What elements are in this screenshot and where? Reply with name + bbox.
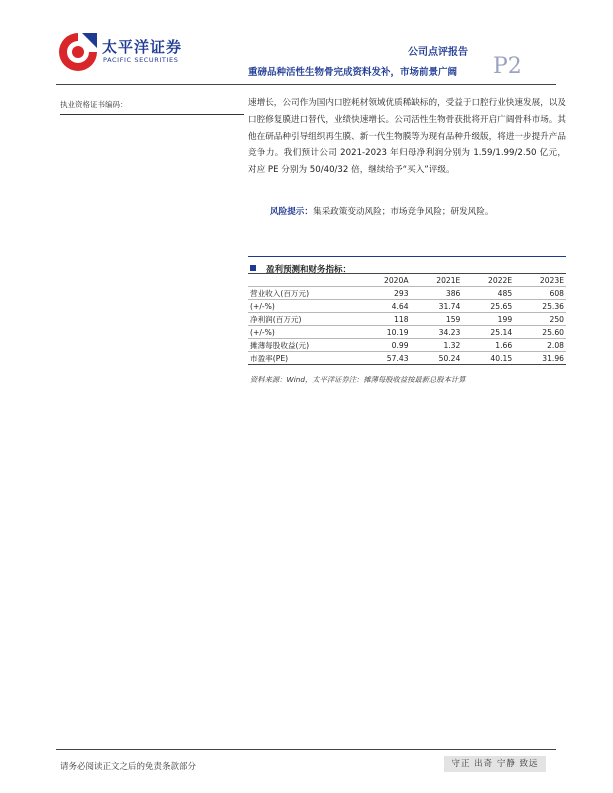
square-bullet-icon <box>250 265 256 271</box>
table-row <box>248 287 566 300</box>
table-row <box>248 313 566 326</box>
table-cell: 25.36 <box>514 300 566 313</box>
report-type: 公司点评报告 <box>408 47 468 58</box>
table-cell: 0.99 <box>358 339 411 352</box>
table-cell: 250 <box>514 313 566 326</box>
company-logo <box>56 30 216 80</box>
table-cell: 25.14 <box>462 326 514 339</box>
table-source-note: 资料来源：Wind，太平洋证券注：摊薄每股收益按最新总股本计算 <box>250 375 466 384</box>
table-cell: 485 <box>462 287 514 300</box>
row-label: 营业收入(百万元) <box>248 287 358 300</box>
table-cell: 31.96 <box>514 352 566 365</box>
table-divider <box>248 256 566 257</box>
logo-english-text: PACIFIC SECURITIES <box>103 56 179 64</box>
table-title-text: 盈利预测和财务指标： <box>266 265 352 275</box>
table-cell: 10.19 <box>358 326 411 339</box>
table-row <box>248 300 566 313</box>
table-cell: 199 <box>462 313 514 326</box>
report-subtitle: 重磅品种活性生物骨完成资料发补，市场前景广阔 <box>248 67 458 78</box>
footer-disclaimer: 请务必阅读正文之后的免责条款部分 <box>60 762 197 772</box>
table-cell: 40.15 <box>462 352 514 365</box>
pacific-securities-logo-icon <box>56 30 100 74</box>
table-row <box>248 352 566 365</box>
table-cell: 2.08 <box>514 339 566 352</box>
table-cell: 1.66 <box>462 339 514 352</box>
row-label: 市盈率(PE) <box>248 352 358 365</box>
table-cell: 159 <box>411 313 463 326</box>
table-cell: 4.64 <box>358 300 411 313</box>
license-label: 执业资格证书编码： <box>60 99 244 115</box>
table-row <box>248 339 566 352</box>
table-cell: 25.65 <box>462 300 514 313</box>
row-label: 净利润(百万元) <box>248 313 358 326</box>
risk-text: 集采政策变动风险；市场竞争风险；研发风险。 <box>312 207 494 217</box>
table-cell: 34.23 <box>411 326 463 339</box>
table-header-cell: 2022E <box>462 274 514 287</box>
row-label: (+/-%) <box>248 300 358 313</box>
footer-motto: 守正 出奇 宁静 致远 <box>444 756 546 772</box>
table-cell: 50.24 <box>411 352 463 365</box>
table-cell: 31.74 <box>411 300 463 313</box>
table-cell: 118 <box>358 313 411 326</box>
footer-divider <box>56 749 556 750</box>
risk-label: 风险提示： <box>270 207 313 217</box>
table-cell: 293 <box>358 287 411 300</box>
table-cell: 25.60 <box>514 326 566 339</box>
row-label: (+/-%) <box>248 326 358 339</box>
table-header-row <box>248 274 566 287</box>
table-cell: 1.32 <box>411 339 463 352</box>
logo-chinese-text: 太平洋证券 <box>102 38 183 56</box>
row-label: 摊薄每股收益(元) <box>248 339 358 352</box>
table-cell: 386 <box>411 287 463 300</box>
financial-forecast-table <box>248 273 566 365</box>
table-cell: 608 <box>514 287 566 300</box>
table-row <box>248 326 566 339</box>
table-header-cell: 2020A <box>358 274 411 287</box>
page-number: P2 <box>493 54 522 79</box>
analysis-paragraph: 速增长，公司作为国内口腔耗材领域优质稀缺标的，受益于口腔行业快速发展，以及口腔修复膜进口替代，业绩快速增长。公司活性生物骨获批将开启广阔骨科市场。其他在研品种引导组织再生膜、新一代生物膜等为现有品种升级版，将进一步提升产品竞争力。我们预计公司 2021-2023 年归母净利润分别为 1.59/1.99/2.50 亿元，对应 PE 分别为 50/40/32 倍，继续给予“买入”评级。 <box>248 98 566 176</box>
table-header-cell: 2021E <box>411 274 463 287</box>
table-header-cell <box>248 274 358 287</box>
risk-warning <box>270 205 493 217</box>
table-cell: 57.43 <box>358 352 411 365</box>
table-header-cell: 2023E <box>514 274 566 287</box>
header-divider <box>56 84 556 85</box>
